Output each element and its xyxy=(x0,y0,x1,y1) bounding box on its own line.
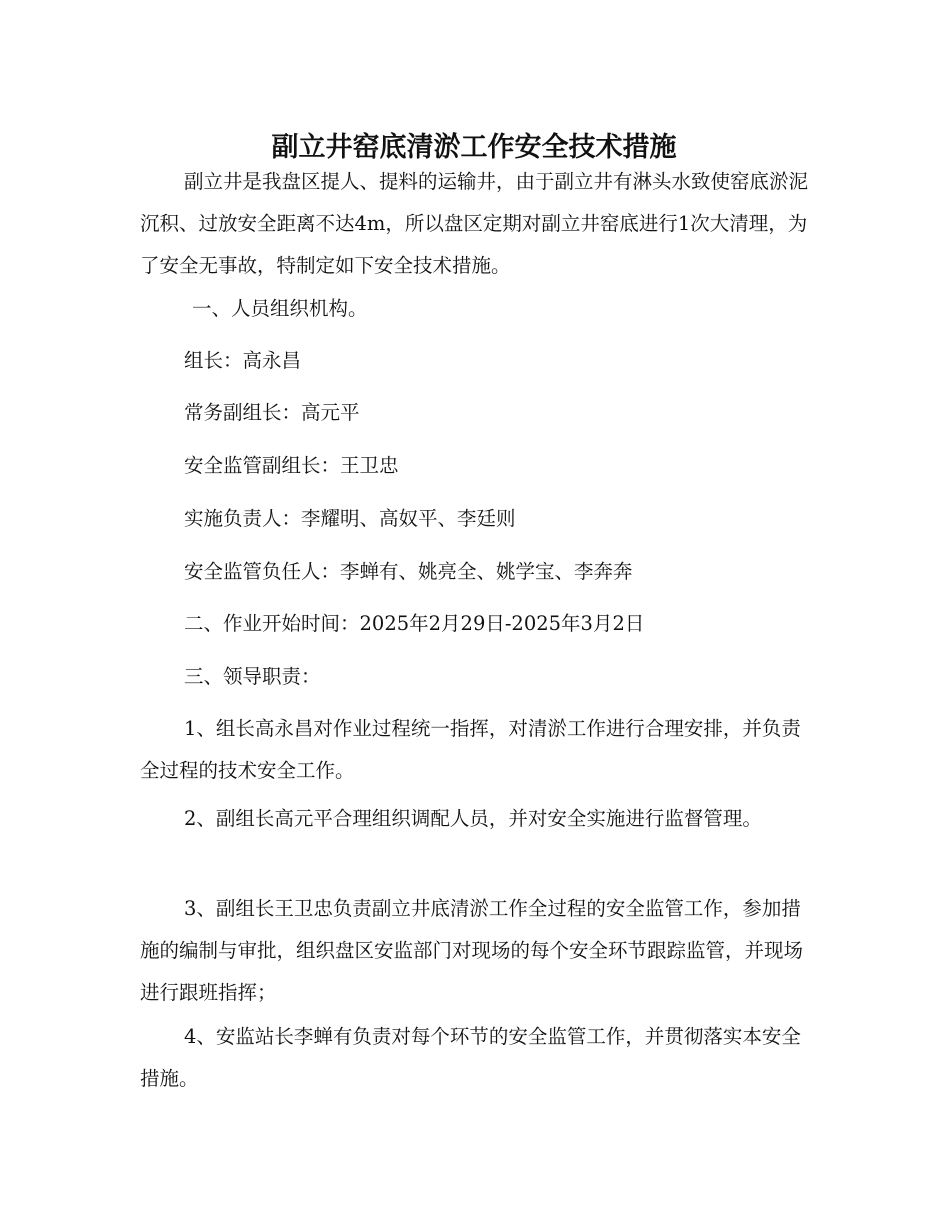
duty-2-paragraph: 2、副组长高元平合理组织调配人员，并对安全实施进行监督管理。 xyxy=(184,807,762,830)
section-3-heading: 三、领导职责： xyxy=(184,665,321,688)
safety-deputy-line: 安全监管副组长：王卫忠 xyxy=(184,454,399,477)
safety-supervisors-line: 安全监管负任人：李蝉有、姚亮全、姚学宝、李奔奔 xyxy=(184,560,633,583)
duty-3-paragraph: 3、副组长王卫忠负责副立井底清淤工作全过程的安全监管工作，参加措施的编制与审批，组织盘区安监部门对现场的每个安全环节跟踪监管，并现场进行跟班指挥； xyxy=(140,897,804,1004)
section-1-heading: 一、人员组织机构。 xyxy=(192,297,368,320)
section-2-heading: 二、作业开始时间：2025年2月29日-2025年3月2日 xyxy=(184,612,645,635)
intro-paragraph: 副立井是我盘区提人、提料的运输井，由于副立井有淋头水致使窑底淤泥沉积、过放安全距离不达4m，所以盘区定期对副立井窑底进行1次大清理，为了安全无事故，特制定如下安全技术措施。 xyxy=(140,170,809,277)
leader-line: 组长：高永昌 xyxy=(184,349,302,372)
document-title: 副立井窑底清淤工作安全技术措施 xyxy=(271,132,677,164)
exec-deputy-line: 常务副组长：高元平 xyxy=(184,401,360,424)
implementers-line: 实施负责人：李耀明、高奴平、李廷则 xyxy=(184,507,516,530)
duty-4-paragraph: 4、安监站长李蝉有负责对每个环节的安全监管工作，并贯彻落实本安全措施。 xyxy=(140,1025,801,1090)
duty-1-paragraph: 1、组长高永昌对作业过程统一指挥，对清淤工作进行合理安排，并负责全过程的技术安全工作。 xyxy=(140,717,801,782)
